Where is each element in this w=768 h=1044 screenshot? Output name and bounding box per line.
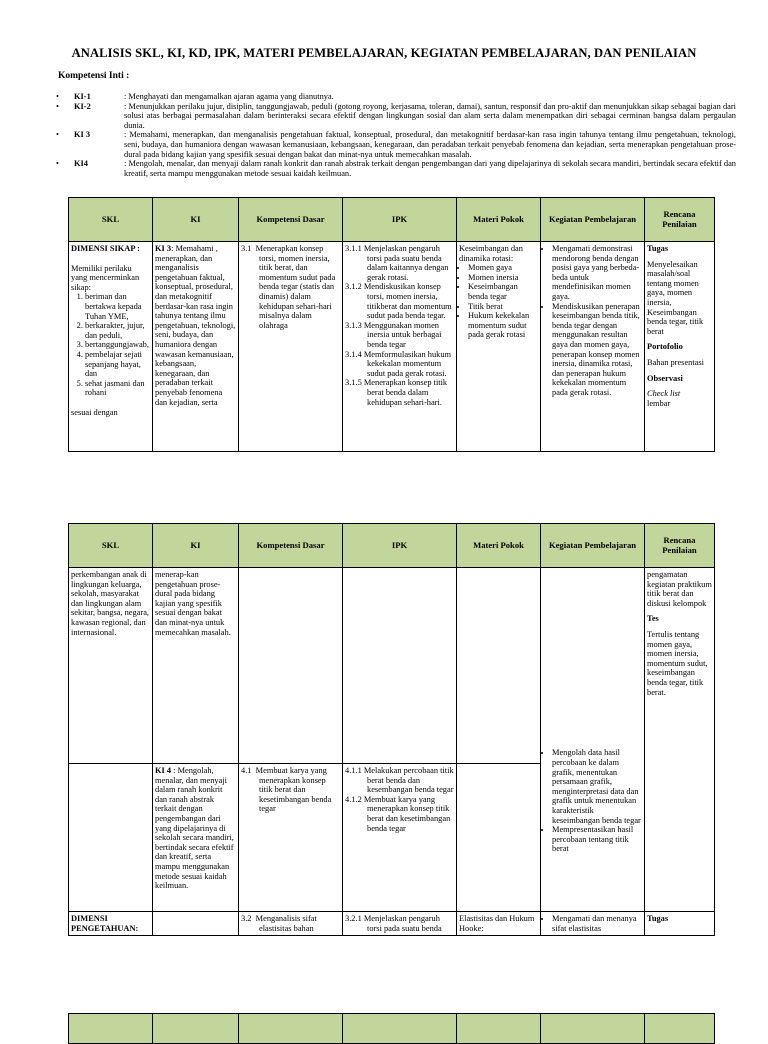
ipk-item bbox=[345, 350, 454, 379]
kd-item bbox=[241, 766, 340, 814]
ipk-text: Membuat karya yang menerapkan konsep titik berat dan kesetimbangan benda tegar bbox=[363, 794, 451, 833]
rencana-text: pengamatan kegiatan praktikum titik berat dan diskusi kelompok bbox=[647, 570, 712, 608]
header-cell bbox=[541, 1014, 645, 1044]
list-item: 4. pembelajar sejati sepanjang hayat, dan bbox=[85, 350, 150, 379]
ki4-code: KI 4 bbox=[155, 766, 172, 775]
ipk-item bbox=[345, 244, 454, 282]
header-ipk: IPK bbox=[343, 524, 457, 568]
ki-code: KI 3 bbox=[74, 130, 91, 140]
list-item: 2. berkarakter, jujur, dan peduli, bbox=[85, 321, 150, 340]
list-item: • Keseimbangan benda tegar bbox=[468, 282, 538, 301]
ki-item bbox=[56, 159, 736, 178]
tes-label: Tes bbox=[647, 614, 659, 624]
bullet: • bbox=[56, 159, 59, 169]
kd-item bbox=[241, 244, 340, 330]
header-ki: KI bbox=[153, 198, 239, 242]
portfolio-label: Portofolio bbox=[647, 342, 683, 352]
skl-list bbox=[71, 292, 150, 398]
ki-text: : Menunjukkan perilaku jujur, disiplin, tanggungjawab, peduli (gotong royong, kerjasama, toleran, damai), santun, responsif dan pro-aktif dan menunjukkan sikap sebagai bagian dari solusi atas berbagai permasalahan dalam berinteraksi secara efektif dengan lingkungan sosial dan alam serta dalam menempatkan diri sebagai cerminan bangsa dalam pergaulan dunia. bbox=[124, 101, 736, 130]
ki-code: KI 3 bbox=[155, 244, 172, 253]
portfolio-text: Bahan presentasi bbox=[647, 357, 704, 367]
header-ki: KI bbox=[153, 524, 239, 568]
ki-text: : Memahami , menerapkan, dan menganalisis pengetahuan faktual, konseptual, prosedural, dan metakognitif berdasar-kan rasa ingin tahunya tentang ilmu pengetahuan, teknologi, seni, budaya, dan humaniora dengan wawasan kemanusiaan, kebangsaan, kenegaraan, dan peradaban terkait penyebab fenomena dan kejadian, serta bbox=[155, 244, 236, 407]
header-cell bbox=[343, 1014, 457, 1044]
kd-text: Menganalisis sifat elastisitas bahan bbox=[255, 914, 317, 933]
ipk-text: Menjelaskan pengaruh torsi pada suatu benda dalam kaitannya dengan gerak rotasi. bbox=[363, 244, 449, 282]
ipk-text: Menjelaskan pengaruh torsi pada suatu benda bbox=[363, 914, 442, 933]
ipk-num: 4.1.1 bbox=[345, 766, 362, 775]
ki-text: : Mengolah, menalar, dan menyaji dalam ranah konkrit dan ranah abstrak terkait dengan pengembangan dari yang dipelajarinya di sekolah secara mandiri, bertindak secara efektif dan kreatif, serta mampu menggunakan metode sesuai kaidah keilmuan. bbox=[124, 159, 736, 178]
list-item: • Hukum kekekalan momentum sudut pada gerak rotasi bbox=[468, 311, 538, 340]
analysis-table-2 bbox=[68, 523, 715, 936]
ipk-num: 3.1.5 bbox=[345, 378, 362, 388]
list-item: 1. beriman dan bertakwa kepada Tuhan YME, bbox=[85, 292, 150, 321]
ki-cell bbox=[153, 242, 239, 452]
materi2-cell: Elastisitas dan Hukum Hooke: bbox=[457, 912, 541, 936]
ki4-text: : Mengolah, menalar, dan menyaji dalam ranah konkrit dan ranah abstrak terkait dengan pengembangan dari yang dipelajarinya di sekolah secara mandiri, bertindak secara efektif dan kreatif, serta mampu menggunakan metode sesuai kaidah keilmuan. bbox=[155, 766, 234, 891]
analysis-table-3 bbox=[68, 1013, 715, 1044]
kd-num: 3.1 bbox=[241, 244, 252, 253]
list-item: • Titik berat bbox=[468, 302, 538, 312]
bullet: • bbox=[56, 101, 59, 111]
kegiatan-list bbox=[543, 244, 642, 398]
ipk-item bbox=[345, 766, 454, 795]
skl-title: DIMENSI SIKAP : bbox=[71, 244, 140, 253]
ki4-cell bbox=[153, 764, 239, 912]
ki-text: : Menghayati dan mengamalkan ajaran agama yang dianutnya. bbox=[124, 92, 334, 101]
header-rencana: Rencana Penilaian bbox=[645, 198, 715, 242]
header-cell bbox=[239, 1014, 343, 1044]
skl2-title: DIMENSI PENGETAHUAN: bbox=[69, 912, 153, 936]
kd-num: 3.2 bbox=[241, 914, 252, 923]
ipk-text: Melakukan percobaan titik berat benda dan kesembangan benda tegar bbox=[363, 766, 454, 795]
ipk-item bbox=[345, 378, 454, 407]
list-item: • Momen gaya bbox=[468, 263, 538, 273]
header-kegiatan: Kegiatan Pembelajaran bbox=[541, 524, 645, 568]
document-title: ANALISIS SKL, KI, KD, IPK, MATERI PEMBELAJARAN, KEGIATAN PEMBELAJARAN, DAN PENILAIAN bbox=[71, 46, 697, 60]
materi-list bbox=[459, 263, 538, 340]
ipk2-cell bbox=[343, 912, 457, 936]
header-cell bbox=[457, 1014, 541, 1044]
bullet: • bbox=[56, 130, 59, 140]
ki-code: KI-2 bbox=[74, 101, 91, 111]
kd-num: 4.1 bbox=[241, 766, 252, 775]
ki-code: KI4 bbox=[74, 159, 88, 169]
ipk-num: 3.2.1 bbox=[345, 914, 362, 923]
header-cell bbox=[153, 1014, 239, 1044]
ki-item bbox=[56, 92, 736, 102]
list-item: • Mengamati demonstrasi mendorong benda dengan posisi gaya yang berbeda-beda untuk mendefinisikan momen gaya. bbox=[552, 244, 642, 302]
bullet: • bbox=[56, 92, 59, 101]
materi-cell bbox=[457, 764, 541, 912]
ki-text: : Memahami, menerapkan, dan menganalisis pengetahuan faktual, konseptual, prosedural, dan metakognitif berdasar-kan rasa ingin tahunya tentang ilmu pengetahuan, teknologi, seni, budaya, dan humaniora dengan wawasan kemanusiaan, kebangsaan, kenegaraan, dan peradaban terkait penyebab fenomena dan kejadian, serta menerapkan pengetahuan prose-dural pada bidang kajian yang spesifik sesuai dengan bakat dan minat-nya untuk memecahkan masalah. bbox=[124, 130, 736, 159]
header-kd: Kompetensi Dasar bbox=[239, 524, 343, 568]
header-kd: Kompetensi Dasar bbox=[239, 198, 343, 242]
analysis-table-1 bbox=[68, 197, 715, 452]
list-item: • Mengamati dan menanya sifat elastisitas bbox=[552, 914, 642, 933]
kd-text: Menerapkan konsep torsi, momen inersia, titik berat, dan momentum sudut pada benda tegar (statis dan dinamis) dalam kehidupan sehari-hari misalnya dalam olahraga bbox=[255, 244, 336, 330]
header-ipk: IPK bbox=[343, 198, 457, 242]
header-cell bbox=[69, 1014, 153, 1044]
ipk-text: Menerapkan konsep titik berat benda dalam kehidupan sehari-hari. bbox=[363, 378, 448, 407]
skl-cell-empty bbox=[69, 764, 153, 912]
kd-cell bbox=[239, 242, 343, 452]
ki-list bbox=[56, 92, 736, 178]
ipk-text: Menggunakan momen inersia untuk berbagai benda tegar bbox=[363, 320, 442, 349]
lembar: lembar bbox=[647, 398, 671, 408]
list-item: • Mengolah data hasil percobaan ke dalam grafik, menentukan persamaan grafik, menginterpretasi data dan grafik untuk menentukan karakteristik keseimbangan benda tegar bbox=[552, 748, 642, 825]
ipk4-cell bbox=[343, 764, 457, 912]
ipk-num: 3.1.1 bbox=[345, 244, 362, 253]
ipk-item bbox=[345, 282, 454, 320]
ipk-num: 3.1.4 bbox=[345, 349, 362, 359]
kd-cell bbox=[239, 568, 343, 764]
header-materi: Materi Pokok bbox=[457, 524, 541, 568]
header-kegiatan: Kegiatan Pembelajaran bbox=[541, 198, 645, 242]
list-item: 3. bertanggungjawab, bbox=[85, 340, 150, 350]
ipk-text: Mendiskusikan konsep torsi, momen inersia, titikberat dan momentum sudut pada benda tegar. bbox=[363, 282, 452, 321]
tes-text: Tertulis tentang momen gaya, momen inersia, momentum sudut, keseimbangan benda tegar, titik berat. bbox=[647, 629, 708, 697]
ipk-item bbox=[345, 795, 454, 833]
ki-item bbox=[56, 102, 736, 131]
skl-cell: perkembangan anak di lingkungan keluarga, sekolah, masyarakat dan lingkungan alam sekitar, bangsa, negara, kawasan regional, dan internasional. bbox=[69, 568, 153, 764]
ipk-text: Memformulasikan hukum kekekalan momentum sudut pada gerak rotasi. bbox=[363, 349, 452, 378]
ipk-num: 3.1.3 bbox=[345, 320, 362, 330]
ipk-num: 4.1.2 bbox=[345, 794, 362, 804]
tugas-label: Tugas bbox=[647, 244, 669, 253]
ki-heading: Kompetensi Inti : bbox=[58, 71, 130, 81]
rencana-cell bbox=[645, 568, 715, 912]
observasi-text bbox=[647, 389, 712, 408]
kegiatan2-cell bbox=[541, 912, 645, 936]
header-skl: SKL bbox=[69, 198, 153, 242]
materi-intro: Keseimbangan dan dinamika rotasi: bbox=[459, 244, 523, 263]
header-rencana: Rencana Penilaian bbox=[645, 524, 715, 568]
header-cell bbox=[645, 1014, 715, 1044]
ki-cell-empty bbox=[153, 912, 239, 936]
kegiatan-cell bbox=[541, 568, 645, 912]
skl-intro: Memiliki perilaku yang mencerminkan sikap: bbox=[71, 263, 140, 292]
rencana-cell bbox=[645, 242, 715, 452]
list-item: • Mendiskusikan penerapan keseimbangan benda titik, benda tegar dengan menggunakan resultan gaya dan momen gaya, penerapan konsep momen inersia, dinamika rotasi, dan penerapan hukum kekekalan momentum pada gerak rotasi. bbox=[552, 302, 642, 398]
ki-item bbox=[56, 130, 736, 159]
tugas2-cell: Tugas bbox=[645, 912, 715, 936]
materi-cell bbox=[457, 242, 541, 452]
list-item: • Momen inersia bbox=[468, 273, 538, 283]
ipk-cell bbox=[343, 568, 457, 764]
kd2-cell bbox=[239, 912, 343, 936]
ipk-num: 3.1.2 bbox=[345, 282, 362, 292]
ki-code: KI-1 bbox=[74, 92, 91, 101]
kd4-cell bbox=[239, 764, 343, 912]
kegiatan-list bbox=[543, 748, 642, 854]
kegiatan-cell bbox=[541, 242, 645, 452]
header-materi: Materi Pokok bbox=[457, 198, 541, 242]
tugas-text: Menyelesaikan masalah/soal tentang momen gaya, momen inersia, Keseimbangan benda tegar, titik berat bbox=[647, 259, 704, 336]
ki-cell: menerap-kan pengetahuan prose-dural pada bidang kajian yang spesifik sesuai dengan bakat dan minat-nya untuk memecahkan masalah. bbox=[153, 568, 239, 764]
kd-text: Membuat karya yang menerapkan konsep titik berat dan kesetimbangan benda tegar bbox=[255, 766, 332, 814]
header-skl: SKL bbox=[69, 524, 153, 568]
list-item: • Mempresentasikan hasil percobaan tentang titik berat bbox=[552, 825, 642, 854]
skl-tail: sesuai dengan bbox=[71, 407, 118, 417]
skl-cell bbox=[69, 242, 153, 452]
check-list: Check list bbox=[647, 389, 681, 399]
list-item: 5. sehat jasmani dan rohani bbox=[85, 379, 150, 398]
observasi-label: Observasi bbox=[647, 373, 683, 383]
materi-cell bbox=[457, 568, 541, 764]
ipk-item bbox=[345, 321, 454, 350]
ipk-cell bbox=[343, 242, 457, 452]
